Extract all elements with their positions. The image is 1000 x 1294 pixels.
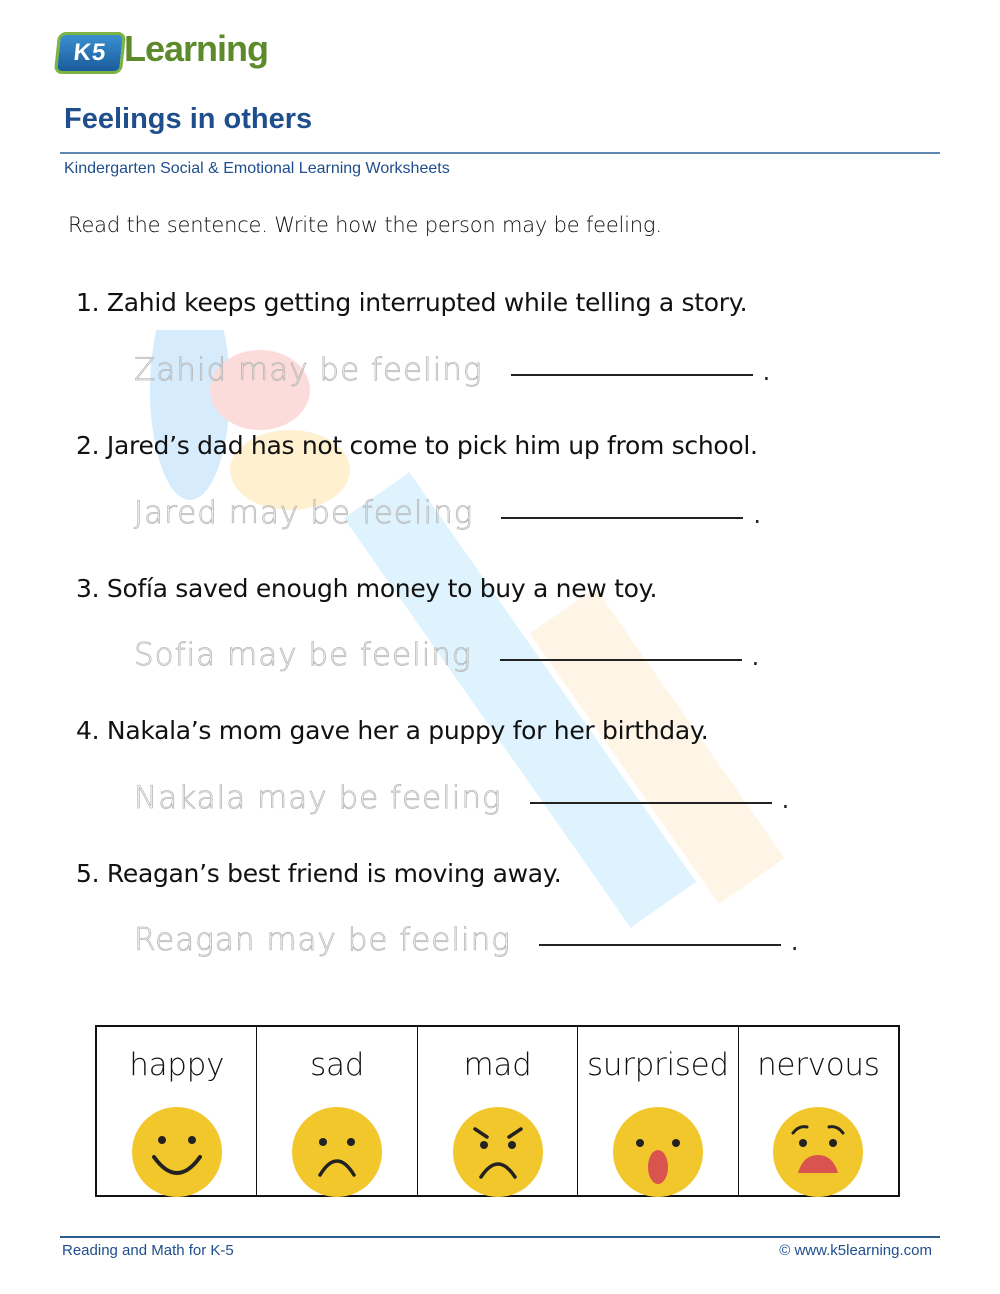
question-4	[76, 716, 708, 745]
answer-row-1	[134, 352, 770, 388]
word-bank-cell-mad	[418, 1027, 578, 1195]
question-number: 5.	[76, 859, 100, 888]
logo-text: Learning	[124, 28, 269, 69]
period: .	[762, 358, 771, 386]
period: .	[751, 643, 760, 671]
period: .	[790, 928, 799, 956]
trace-text: Reagan may be feeling	[134, 922, 511, 958]
footer-tagline: Reading and Math for K-5	[62, 1242, 234, 1259]
answer-blank[interactable]	[511, 373, 753, 376]
answer-blank[interactable]	[539, 943, 781, 946]
question-5	[76, 859, 561, 888]
mad-face-icon	[453, 1107, 543, 1197]
question-3	[76, 574, 657, 603]
question-sentence: Sofía saved enough money to buy a new toy.	[106, 574, 658, 603]
period: .	[781, 786, 790, 814]
answer-row-4	[134, 780, 789, 816]
logo-badge: K5	[54, 32, 126, 74]
question-sentence: Zahid keeps getting interrupted while telling a story.	[106, 288, 748, 317]
footer-copyright-link[interactable]: © www.k5learning.com	[779, 1242, 932, 1259]
page-title: Feelings in others	[64, 103, 313, 135]
sad-face-icon	[292, 1107, 382, 1197]
question-number: 1.	[76, 288, 100, 317]
question-number: 3.	[76, 574, 100, 603]
instructions: Read the sentence. Write how the person may be feeling.	[68, 213, 662, 237]
answer-blank[interactable]	[500, 658, 742, 661]
question-sentence: Jared’s dad has not come to pick him up from school.	[106, 431, 758, 460]
question-2	[76, 431, 758, 460]
footer-divider	[60, 1236, 940, 1238]
answer-blank[interactable]	[530, 801, 772, 804]
question-sentence: Nakala’s mom gave her a puppy for her birthday.	[106, 716, 709, 745]
question-sentence: Reagan’s best friend is moving away.	[106, 859, 562, 888]
question-number: 4.	[76, 716, 100, 745]
answer-row-3	[134, 637, 759, 673]
word-bank-cell-happy	[97, 1027, 257, 1195]
question-1	[76, 288, 747, 317]
nervous-face-icon	[773, 1107, 863, 1197]
word-label: sad	[310, 1047, 365, 1083]
word-bank-cell-nervous	[739, 1027, 898, 1195]
word-label: mad	[463, 1047, 532, 1083]
word-label: happy	[129, 1047, 225, 1083]
happy-face-icon	[132, 1107, 222, 1197]
word-label: surprised	[587, 1047, 729, 1083]
header-divider	[60, 152, 940, 154]
word-label: nervous	[757, 1047, 880, 1083]
question-number: 2.	[76, 431, 100, 460]
surprised-face-icon	[613, 1107, 703, 1197]
word-bank-cell-sad	[257, 1027, 417, 1195]
period: .	[753, 501, 761, 529]
trace-text: Jared may be feeling	[134, 495, 474, 531]
trace-text: Nakala may be feeling	[134, 780, 502, 816]
answer-row-2	[134, 495, 761, 531]
word-bank-cell-surprised	[578, 1027, 738, 1195]
answer-row-5	[134, 922, 799, 958]
word-bank-table	[95, 1025, 900, 1197]
trace-text: Zahid may be feeling	[134, 352, 483, 388]
page-subtitle: Kindergarten Social & Emotional Learning Worksheets	[64, 160, 450, 177]
trace-text: Sofia may be feeling	[134, 637, 472, 673]
k5-learning-logo	[56, 22, 269, 72]
answer-blank[interactable]	[501, 516, 743, 519]
